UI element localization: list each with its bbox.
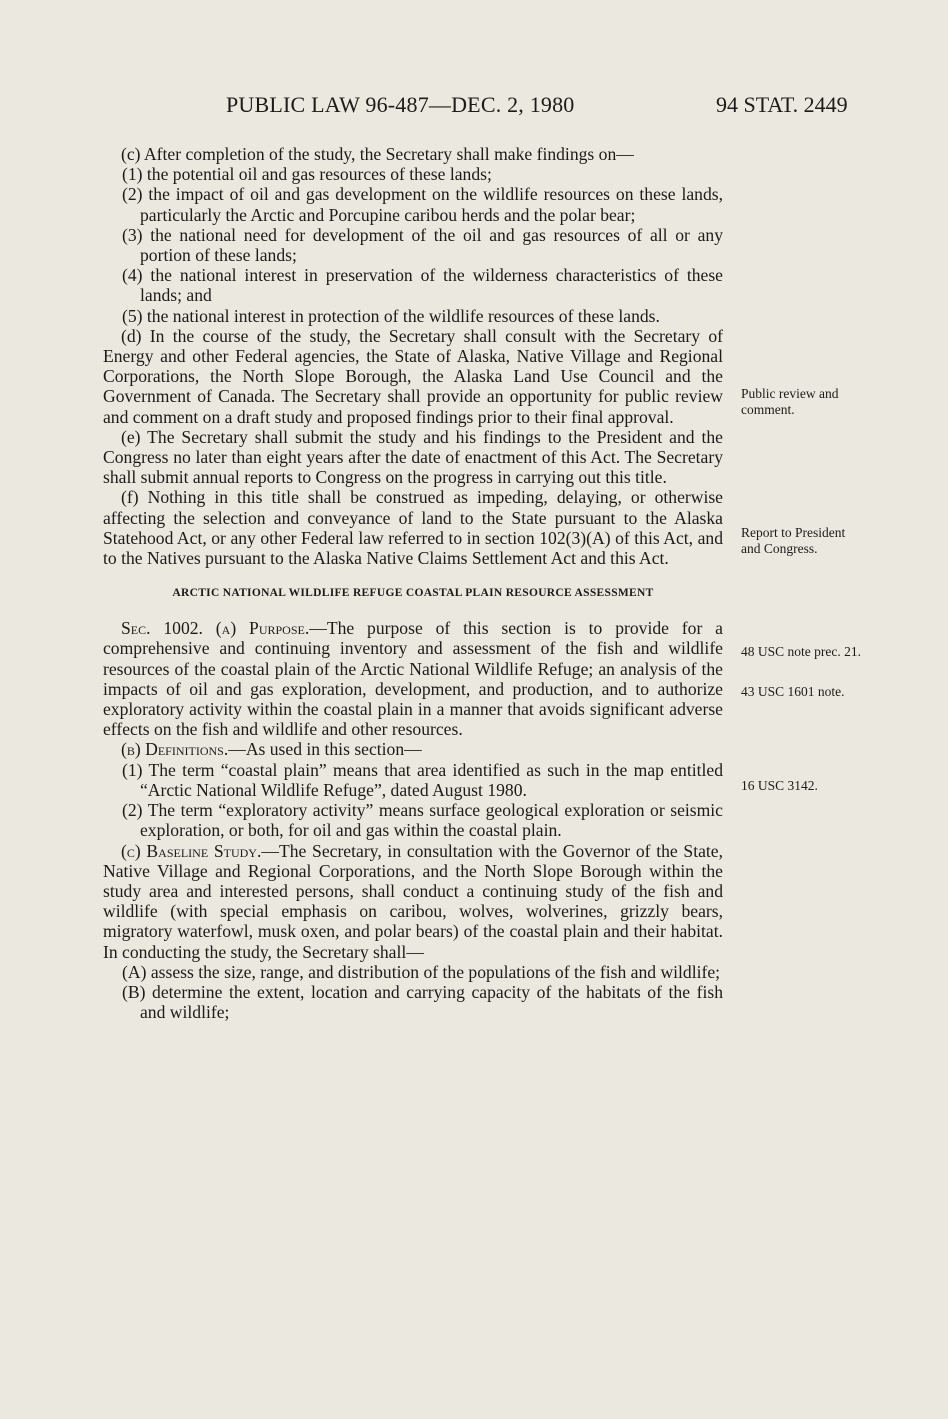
subsection-c-label: (c) Baseline Study. <box>121 840 262 861</box>
subsection-c-intro: (c) After completion of the study, the Secretary shall make findings on— <box>121 144 634 164</box>
subsection-b-text: —As used in this section— <box>228 739 422 760</box>
list-item: (1) The term “coastal plain” means that area identified as such in the map entitled “Arctic National Wildlife Refuge”, dated August 1980. <box>122 759 723 800</box>
list-item: (4) the national interest in preservation of the wilderness characteristics of these lands; and <box>122 265 723 306</box>
margin-note-report: Report to President and Congress. <box>741 525 846 556</box>
margin-note-48-usc: 48 USC note prec. 21. <box>741 644 861 659</box>
subsection-f: (f) Nothing in this title shall be construed as impeding, delaying, or otherwise affecting the selection and conveyance of land to the State pursuant to the Alaska Statehood Act, or any other Federal law referred to in section 102(3)(A) of this Act, and to the Natives pursuant to the Alaska Native Claims Settlement Act and this Act. <box>103 487 723 569</box>
subsection-e: (e) The Secretary shall submit the study and his findings to the President and the Congress no later than eight years after the date of enactment of this Act. The Secretary shall submit annual reports to Congress on the progress in carrying out this title. <box>103 426 723 488</box>
subsection-b-label: (b) Definitions. <box>121 739 229 760</box>
subsection-c-text: —The Secretary, in consultation with the Governor of the State, Native Village and Regional Corporations, and the North Slope Borough within the study area and interested persons, shall conduct a continuing study of the fish and wildlife (with special emphasis on caribou, wolves, wolverines, grizzly bears, migratory waterfowl, musk oxen, and polar bears) of the coastal plain and their habitat. In conducting the study, the Secretary shall— <box>103 840 723 962</box>
page-header-stat: 94 STAT. 2449 <box>716 92 848 117</box>
section-label: Sec. 1002. (a) Purpose. <box>121 618 310 639</box>
list-item: (1) the potential oil and gas resources of these lands; <box>122 164 492 185</box>
section-heading: ARCTIC NATIONAL WILDLIFE REFUGE COASTAL PLAIN RESOURCE ASSESSMENT <box>172 587 654 600</box>
list-item: (B) determine the extent, location and carrying capacity of the habitats of the fish and wildlife; <box>122 981 723 1023</box>
list-item: (3) the national need for development of the oil and gas resources of all or any portion of these lands; <box>122 224 723 266</box>
margin-note-public-review: Public review and comment. <box>741 386 839 417</box>
subsection-c-baseline-study <box>103 841 723 962</box>
body-text <box>103 144 723 1022</box>
section-1002-purpose <box>103 618 723 739</box>
list-item: (5) the national interest in protection of the wildlife resources of these lands. <box>122 305 660 326</box>
subsection-d: (d) In the course of the study, the Secretary shall consult with the Secretary of Energy and other Federal agencies, the State of Alaska, Native Village and Regional Corporations, the North Slope Borough, the Alaska Land Use Council and the Government of Canada. The Secretary shall provide an opportunity for public review and comment on a draft study and proposed findings prior to their final approval. <box>103 325 723 427</box>
page-header-title: PUBLIC LAW 96-487—DEC. 2, 1980 <box>226 92 575 117</box>
margin-note-16-usc: 16 USC 3142. <box>741 778 818 793</box>
list-item: (2) the impact of oil and gas development on the wildlife resources on these lands, particularly the Arctic and Porcupine caribou herds and the polar bear; <box>122 184 723 225</box>
margin-note-43-usc: 43 USC 1601 note. <box>741 684 845 699</box>
list-item: (2) The term “exploratory activity” means surface geological exploration or seismic exploration, or both, for oil and gas within the coastal plain. <box>122 800 723 841</box>
section-text: —The purpose of this section is to provide for a comprehensive and continuing inventory and assessment of the fish and wildlife resources of the coastal plain of the Arctic National Wildlife Refuge; an analysis of the impacts of oil and gas exploration, development, and production, and to authorize exploratory activity within the coastal plain in a manner that avoids significant adverse effects on the fish and wildlife and other resources. <box>103 618 723 740</box>
subsection-b-definitions <box>103 739 723 759</box>
list-item: (A) assess the size, range, and distribution of the populations of the fish and wildlife; <box>122 961 721 982</box>
